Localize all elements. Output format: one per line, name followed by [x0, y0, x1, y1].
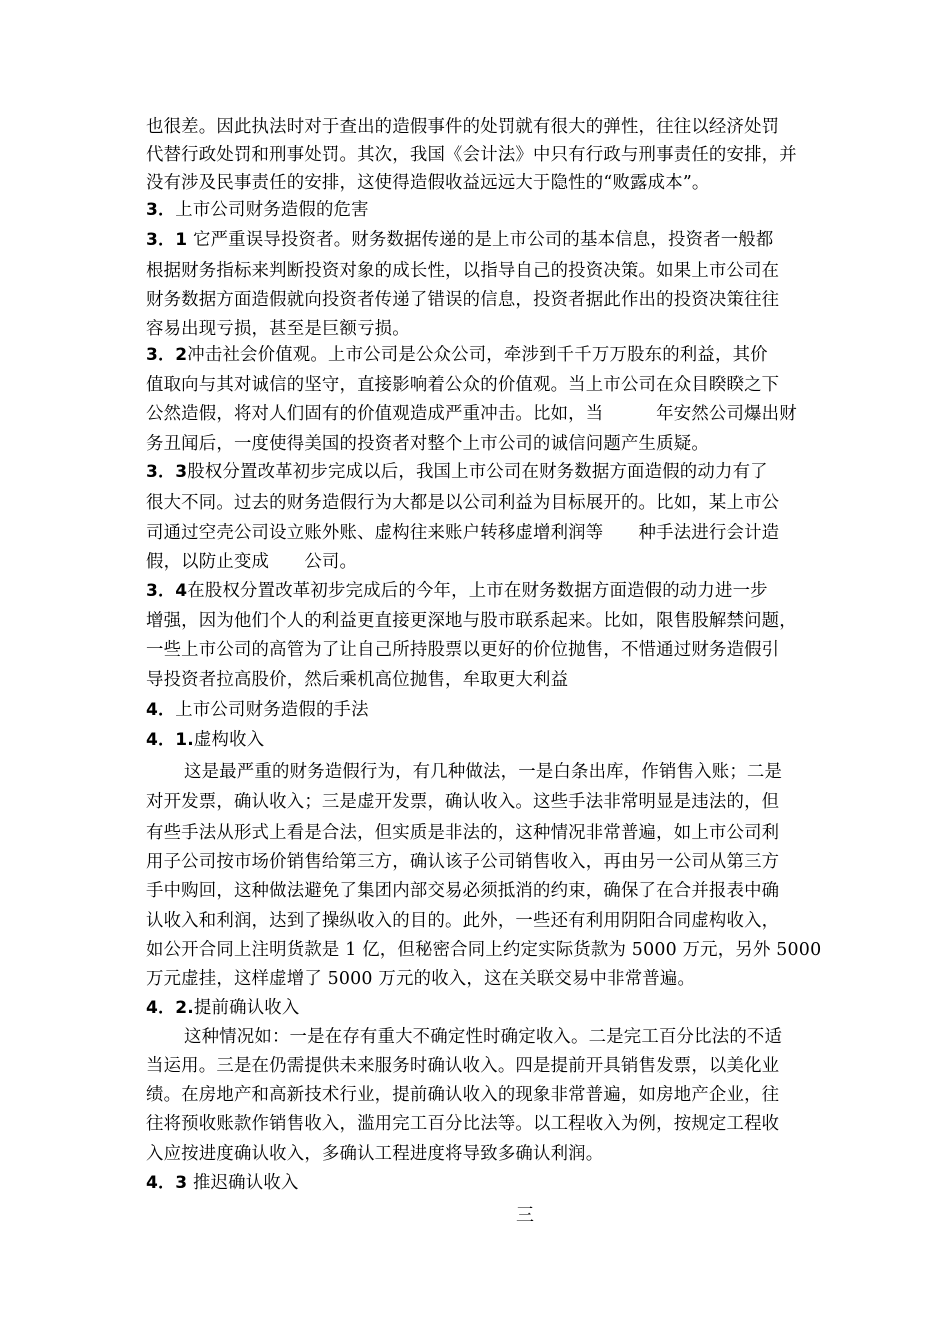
section-4-heading: 4．上市公司财务造假的手法: [146, 700, 369, 720]
body-line-7: 财务数据方面造假就向投资者传递了错误的信息，投资者据此作出的投资决策往往: [146, 290, 780, 310]
subsection-number: 3．4: [146, 581, 188, 601]
section-3-heading: 3．上市公司财务造假的危害: [146, 200, 369, 220]
subsection-number: 4．1.: [146, 730, 194, 750]
subsection-4-2-heading: 4．2.提前确认收入: [146, 998, 300, 1018]
body-line-30: 万元虚挂，这样虚增了 5000 万元的收入，这在关联交易中非常普遍。: [146, 969, 696, 989]
body-line-20: 导投资者拉高股价，然后乘机高位抛售，牟取更大利益: [146, 670, 569, 690]
body-line-19: 一些上市公司的高管为了让自己所持股票以更好的价位抛售，不惜通过财务造假引: [146, 640, 780, 660]
subsection-3-3-line: 3．3股权分置改革初步完成以后，我国上市公司在财务数据方面造假的动力有了: [146, 462, 768, 482]
subsection-3-4-line: 3．4在股权分置改革初步完成后的今年，上市在财务数据方面造假的动力进一步: [146, 581, 768, 601]
paragraph-4-2-first-line: 这种情况如：一是在存有重大不确定性时确定收入。二是完工百分比法的不适: [184, 1027, 783, 1047]
body-line-35: 往将预收账款作销售收入，滥用完工百分比法等。以工程收入为例，按规定工程收: [146, 1114, 780, 1134]
paragraph-4-1-first-line: 这是最严重的财务造假行为，有几种做法，一是白条出库，作销售入账；二是: [184, 762, 783, 782]
body-line-28: 认收入和利润，达到了操纵收入的目的。此外，一些还有利用阴阳合同虚构收入，: [146, 911, 780, 931]
subsection-3-2-line: 3．2冲击社会价值观。上市公司是公众公司，牵涉到千千万万股东的利益，其价: [146, 345, 768, 365]
subsection-number: 4．2.: [146, 998, 194, 1018]
body-line-29: 如公开合同上注明货款是 1 亿，但秘密合同上约定实际货款为 5000 万元，另外 5000: [146, 940, 822, 960]
subsection-number: 3．1: [146, 230, 188, 250]
body-line-11: 公然造假，将对人们固有的价值观造成严重冲击。比如，当 年安然公司爆出财: [146, 404, 797, 424]
body-line-2: 代替行政处罚和刑事处罚。其次，我国《会计法》中只有行政与刑事责任的安排，并: [146, 145, 797, 165]
body-line-3: 没有涉及民事责任的安排，这使得造假收益远远大于隐性的“败露成本”。: [146, 173, 710, 193]
subsection-number: 3．2: [146, 345, 188, 365]
body-line-36: 入应按进度确认收入，多确认工程进度将导致多确认利润。: [146, 1144, 604, 1164]
body-line-27: 手中购回，这种做法避免了集团内部交易必须抵消的约束，确保了在合并报表中确: [146, 881, 780, 901]
subsection-4-3-heading: 4．3 推迟确认收入: [146, 1173, 299, 1193]
body-line-10: 值取向与其对诚信的坚守，直接影响着公众的价值观。当上市公司在众目睽睽之下: [146, 375, 780, 395]
body-line-15: 司通过空壳公司设立账外账、虚构往来账户转移虚增利润等 种手法进行会计造: [146, 523, 780, 543]
body-line-1: 也很差。因此执法时对于查出的造假事件的处罚就有很大的弹性，往往以经济处罚: [146, 117, 780, 137]
subsection-3-1-line: 3．1 它严重误导投资者。财务数据传递的是上市公司的基本信息，投资者一般都: [146, 230, 774, 250]
body-line-6: 根据财务指标来判断投资对象的成长性，以指导自己的投资决策。如果上市公司在: [146, 261, 780, 281]
body-line-24: 对开发票，确认收入；三是虚开发票，确认收入。这些手法非常明显是违法的，但: [146, 792, 780, 812]
body-line-16: 假，以防止变成 公司。: [146, 552, 358, 572]
body-line-34: 绩。在房地产和高新技术行业，提前确认收入的现象非常普遍，如房地产企业，往: [146, 1085, 780, 1105]
body-line-33: 当运用。三是在仍需提供未来服务时确认收入。四是提前开具销售发票，以美化业: [146, 1056, 780, 1076]
section-number: 3．: [146, 200, 176, 220]
subsection-4-1-heading: 4．1.虚构收入: [146, 730, 265, 750]
body-line-25: 有些手法从形式上看是合法，但实质是非法的，这种情况非常普遍，如上市公司利: [146, 823, 780, 843]
body-line-12: 务丑闻后，一度使得美国的投资者对整个上市公司的诚信问题产生质疑。: [146, 434, 709, 454]
subsection-number: 4．3: [146, 1173, 188, 1193]
body-line-26: 用子公司按市场价销售给第三方，确认该子公司销售收入，再由另一公司从第三方: [146, 852, 780, 872]
subsection-number: 3．3: [146, 462, 188, 482]
page-number: 三: [516, 1205, 534, 1226]
section-number: 4．: [146, 700, 176, 720]
body-line-18: 增强，因为他们个人的利益更直接更深地与股市联系起来。比如，限售股解禁问题，: [146, 611, 797, 631]
body-line-14: 很大不同。过去的财务造假行为大都是以公司利益为目标展开的。比如，某上市公: [146, 493, 780, 513]
body-line-8: 容易出现亏损，甚至是巨额亏损。: [146, 319, 410, 339]
